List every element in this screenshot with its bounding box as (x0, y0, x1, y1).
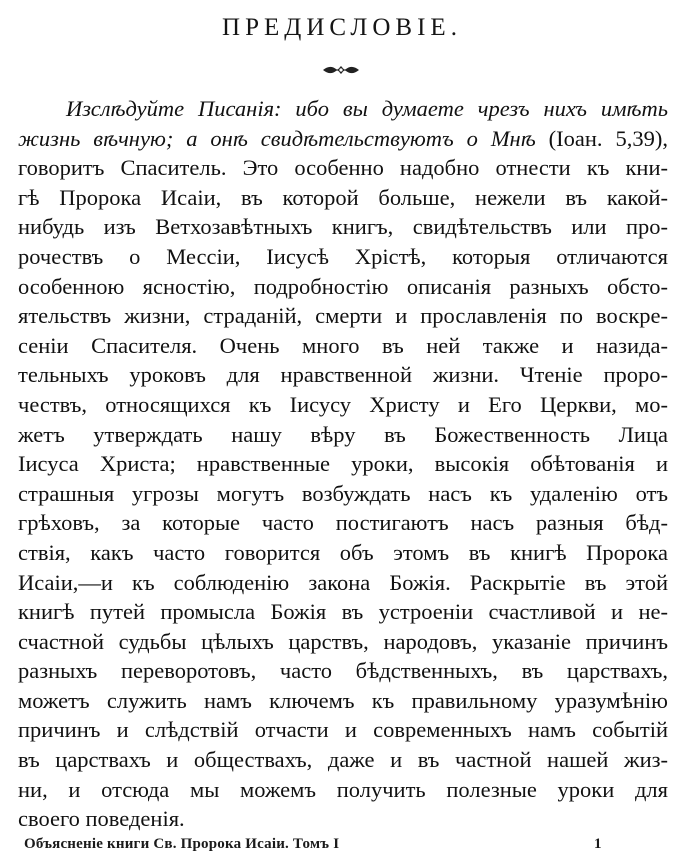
page-footer (0, 836, 684, 858)
text-line (18, 360, 668, 390)
text-segment: нибудь изъ Ветхозавѣтныхъ книгъ, свидѣтельствъ или про- (18, 214, 668, 240)
text-segment: причинъ и слѣдствій отчасти и современныхъ намъ событій (18, 717, 668, 743)
text-segment: (Іоан. 5,39), (535, 125, 668, 151)
text-segment: своего поведенія. (18, 806, 185, 832)
text-segment: счастной судьбы цѣлыхъ царствъ, народовъ, указаніе причинъ (18, 628, 668, 654)
text-line (18, 627, 668, 657)
text-line (18, 568, 668, 598)
text-line (18, 804, 668, 834)
text-segment: книгѣ путей промысла Божія въ устроеніи счастливой и не- (18, 599, 668, 625)
text-segment: рочествъ о Мессіи, Іисусѣ Хрістѣ, которыя отличаются (18, 243, 668, 269)
text-segment: въ царствахъ и обществахъ, даже и въ частной нашей жиз- (18, 747, 668, 773)
text-line (18, 331, 668, 361)
text-line (18, 420, 668, 450)
text-line (18, 272, 668, 302)
text-line (18, 508, 668, 538)
text-line (18, 301, 668, 331)
text-line (18, 94, 668, 124)
text-line (18, 212, 668, 242)
text-segment: тельныхъ уроковъ для нравственной жизни. Чтеніе проро- (18, 362, 668, 388)
text-line (18, 390, 668, 420)
text-segment: разныхъ переворотовъ, часто бѣдственныхъ, въ царствахъ, (18, 658, 668, 684)
scripture-quote: Изслѣдуйте Писанія: ибо вы думаете чрезъ нихъ имѣть (66, 96, 668, 121)
text-line (18, 183, 668, 213)
text-segment: ни, и отсюда мы можемъ получить полезные уроки для (18, 776, 668, 802)
text-segment: чествъ, относящихся къ Іисусу Христу и Его Церкви, мо- (18, 391, 668, 417)
text-line (18, 153, 668, 183)
ornament-icon (322, 63, 360, 77)
page-number: 1 (594, 836, 602, 852)
text-line (18, 745, 668, 775)
scripture-quote: жизнь вѣчную; а онѣ свидѣтельствуютъ о Мнѣ (18, 125, 536, 151)
text-segment: грѣховъ, за которые часто постигаютъ насъ разныя бѣд- (18, 510, 668, 536)
text-line (18, 775, 668, 805)
text-segment: ствія, какъ часто говорится объ этомъ въ книгѣ Пророка (18, 539, 668, 565)
text-segment: страшныя угрозы могутъ возбуждать насъ къ удаленію отъ (18, 480, 668, 506)
text-segment: говоритъ Спаситель. Это особенно надобно отнести къ кни- (18, 155, 668, 181)
text-segment: ятельствъ жизни, страданій, смерти и прославленія по воскре- (18, 303, 668, 329)
text-line (18, 715, 668, 745)
footer-book-title: Объясненіе книги Св. Пророка Исаіи. Томъ I (24, 836, 340, 852)
text-segment: можетъ служить намъ ключемъ къ правильному уразумѣнію (18, 687, 668, 713)
text-line (18, 124, 668, 154)
preface-paragraph (18, 94, 668, 834)
text-line (18, 242, 668, 272)
text-line (18, 686, 668, 716)
text-segment: Іисуса Христа; нравственные уроки, высокія обѣтованія и (18, 451, 668, 477)
page-title: ПРЕДИСЛОВІЕ. (222, 14, 462, 41)
text-segment: сеніи Спасителя. Очень много въ ней также и назида- (18, 332, 668, 358)
text-segment: особенною ясностію, подробностію описанія разныхъ обсто- (18, 273, 668, 299)
text-line (18, 479, 668, 509)
text-line (18, 597, 668, 627)
text-segment: жетъ утверждать нашу вѣру въ Божественность Лица (18, 421, 668, 447)
text-line (18, 656, 668, 686)
text-segment: Исаіи,—и къ соблюденію закона Божія. Раскрытіе въ этой (18, 569, 668, 595)
text-line (18, 538, 668, 568)
text-line (18, 449, 668, 479)
text-segment: гѣ Пророка Исаіи, въ которой больше, нежели въ какой- (18, 184, 668, 210)
